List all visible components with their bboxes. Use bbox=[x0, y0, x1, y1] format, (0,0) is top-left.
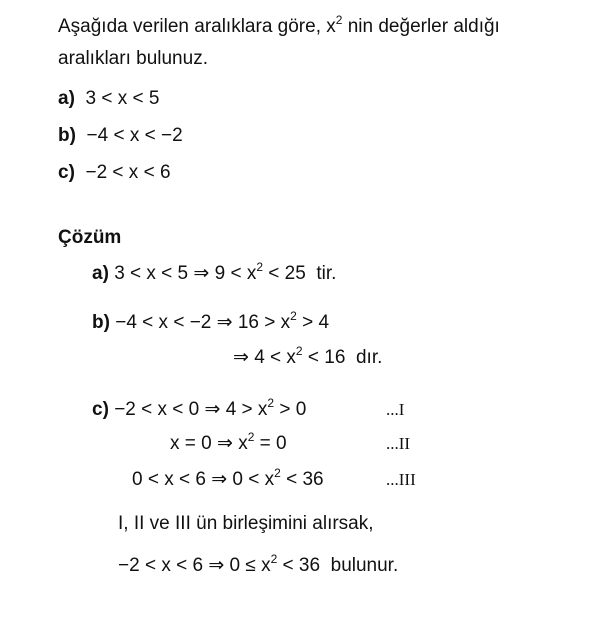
exponent: 2 bbox=[290, 309, 297, 323]
solution-c3-post: < 36 bbox=[280, 469, 324, 490]
question-line-1 bbox=[58, 15, 500, 39]
solution-c2-post: = 0 bbox=[254, 433, 287, 454]
solution-c1-pre: −2 < x < 0 ⇒ 4 > x bbox=[114, 399, 268, 420]
solution-b-pre: −4 < x < −2 ⇒ 16 > x bbox=[115, 312, 291, 333]
exponent: 2 bbox=[335, 13, 343, 27]
solution-c1-post: > 0 bbox=[274, 399, 307, 420]
solution-label: a) bbox=[92, 263, 109, 284]
item-a bbox=[58, 87, 159, 111]
item-label: a) bbox=[58, 88, 75, 109]
union-text bbox=[118, 512, 374, 536]
solution-a-pre: 3 < x < 5 ⇒ 9 < x bbox=[114, 263, 257, 284]
solution-c2-pre: x = 0 ⇒ x bbox=[170, 433, 248, 454]
solution-c-line-2 bbox=[170, 432, 287, 456]
solution-c-line-3 bbox=[132, 468, 324, 492]
solution-a-post: < 25 bbox=[263, 263, 306, 284]
marker-i: ...I bbox=[386, 400, 405, 419]
solution-c-line-1 bbox=[92, 398, 306, 422]
solution-c3-pre: 0 < x < 6 ⇒ 0 < x bbox=[132, 469, 275, 490]
final-pre: −2 < x < 6 ⇒ 0 ≤ x bbox=[118, 555, 271, 576]
exponent: 2 bbox=[267, 396, 275, 410]
final-post: < 36 bbox=[277, 555, 321, 576]
solution-b2-suffix: dır. bbox=[355, 347, 383, 368]
marker-ii: ...II bbox=[386, 434, 411, 453]
exponent: 2 bbox=[274, 466, 281, 480]
item-text: 3 < x < 5 bbox=[85, 88, 160, 109]
question-line-2: aralıkları bulunuz. bbox=[58, 48, 208, 69]
solution-label: b) bbox=[92, 312, 110, 333]
solution-b-line-2 bbox=[233, 346, 382, 370]
item-text: −2 < x < 6 bbox=[85, 162, 171, 183]
item-c bbox=[58, 161, 171, 185]
final-result bbox=[118, 554, 398, 578]
solution-b2-pre: ⇒ 4 < x bbox=[233, 347, 296, 368]
solution-label: c) bbox=[92, 399, 109, 420]
solution-a-suffix: tir. bbox=[316, 263, 337, 284]
question-text-pre: Aşağıda verilen aralıklara göre, x bbox=[58, 16, 336, 37]
solution-b-line-1 bbox=[92, 311, 329, 335]
exponent: 2 bbox=[270, 552, 278, 566]
item-label: b) bbox=[58, 125, 76, 146]
item-text: −4 < x < −2 bbox=[86, 125, 183, 146]
item-label: c) bbox=[58, 162, 75, 183]
marker-iii: ...III bbox=[386, 470, 416, 489]
item-b bbox=[58, 124, 183, 148]
exponent: 2 bbox=[295, 344, 303, 358]
solution-b-post: > 4 bbox=[296, 312, 330, 333]
solution-b2-post: < 16 bbox=[302, 347, 346, 368]
solution-a bbox=[92, 262, 336, 286]
final-suffix: bulunur. bbox=[330, 555, 399, 576]
exponent: 2 bbox=[247, 430, 255, 444]
question-text-post: nin değerler aldığı bbox=[342, 16, 500, 37]
solution-heading: Çözüm bbox=[58, 227, 122, 248]
union-text-content: I, II ve III ün birleşimini alırsak, bbox=[118, 513, 374, 534]
exponent: 2 bbox=[256, 260, 264, 274]
